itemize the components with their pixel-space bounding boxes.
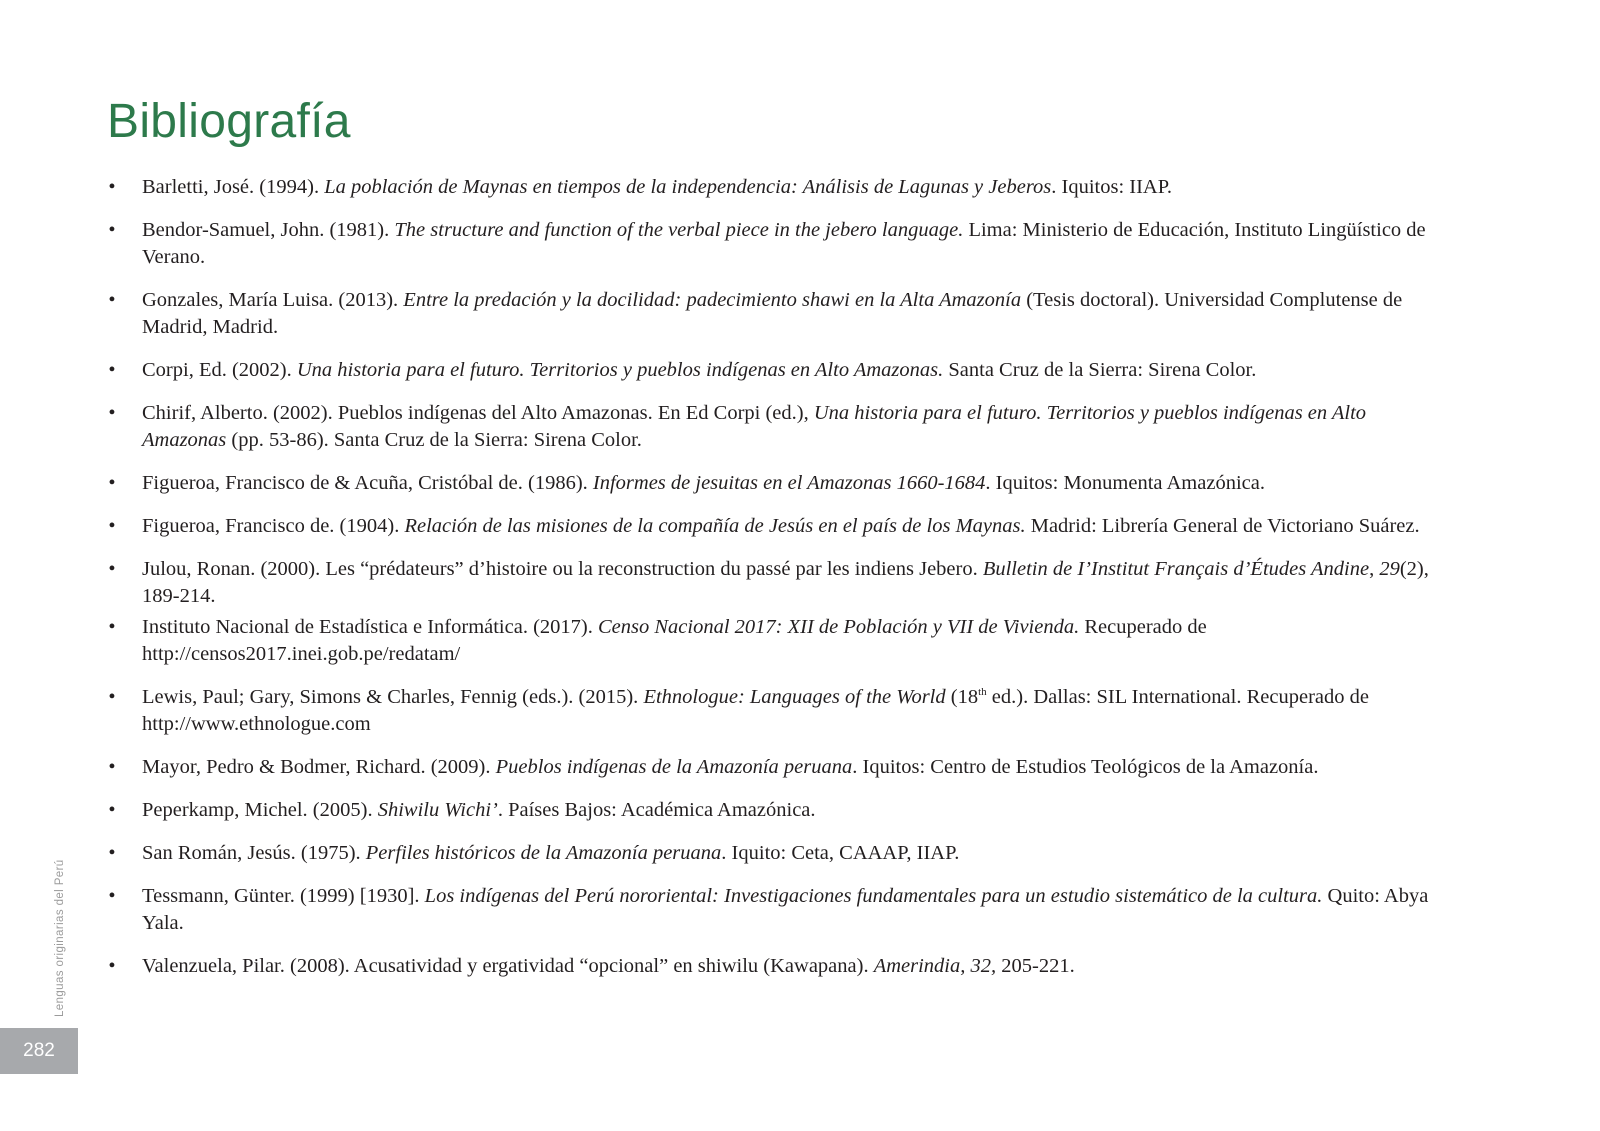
bullet-icon: • (108, 219, 116, 241)
bibliography-entry (106, 797, 1446, 824)
bullet-icon: • (108, 359, 116, 381)
entry-author: Corpi, Ed. (2002). (142, 359, 297, 381)
entry-title: Entre la predación y la docilidad: padecimiento shawi en la Alta Amazonía (403, 289, 1022, 311)
entry-title: Censo Nacional 2017: XII de Población y VII de Vivienda. (597, 616, 1080, 638)
entry-title: Una historia para el futuro. Territorios y pueblos indígenas en Alto Amazonas (142, 402, 1367, 451)
entry-title: Pueblos indígenas de la Amazonía peruana (495, 756, 853, 778)
entry-pages: (2), 189-214. (142, 558, 1429, 607)
bullet-icon: • (108, 558, 116, 580)
bullet-icon: • (108, 955, 116, 977)
entry-title: Perfiles históricos de la Amazonía peruana (365, 842, 722, 864)
entry-publisher: . Iquitos: Centro de Estudios Teológicos de la Amazonía. (852, 756, 1319, 778)
bibliography-entry (106, 684, 1446, 738)
entry-title: The structure and function of the verbal piece in the jebero language. (394, 219, 964, 241)
entry-edition: (18 (945, 686, 979, 708)
entry-publisher: Santa Cruz de la Sierra: Sirena Color. (943, 359, 1257, 381)
bibliography-entry (106, 174, 1446, 201)
bibliography-entry (106, 217, 1446, 271)
entry-author: Peperkamp, Michel. (2005). (142, 799, 378, 821)
entry-publisher: . Iquitos: Monumenta Amazónica. (985, 472, 1265, 494)
bibliography-entry (106, 287, 1446, 341)
entry-volume: 29 (1379, 558, 1400, 580)
bibliography-entry (106, 513, 1446, 540)
bibliography-entry (106, 754, 1446, 781)
entry-publisher: ed.). Dallas: SIL International. Recuperado de http://www.ethnologue.com (142, 686, 1369, 735)
entry-title: Informes de jesuitas en el Amazonas 1660-1684 (592, 472, 986, 494)
bullet-icon: • (108, 756, 116, 778)
entry-author: San Román, Jesús. (1975). (142, 842, 366, 864)
entry-title: Relación de las misiones de la compañía de Jesús en el país de los Maynas. (404, 515, 1026, 537)
entry-separator: , (1369, 558, 1380, 580)
bibliography-entry (106, 953, 1446, 980)
entry-publisher: . Iquitos: IIAP. (1051, 176, 1172, 198)
entry-publisher: Quito: Abya Yala. (142, 885, 1429, 934)
entry-author: Instituto Nacional de Estadística e Informática. (2017). (142, 616, 598, 638)
bullet-icon: • (108, 885, 116, 907)
bullet-icon: • (108, 616, 116, 638)
entry-publisher: (pp. 53-86). Santa Cruz de la Sierra: Sirena Color. (226, 429, 642, 451)
entry-title: La población de Maynas en tiempos de la independencia: Análisis de Lagunas y Jeberos (324, 176, 1052, 198)
entry-title: Los indígenas del Perú nororiental: Investigaciones fundamentales para un estudio sistemático de la cultura. (424, 885, 1323, 907)
entry-publisher: . Iquito: Ceta, CAAAP, IIAP. (721, 842, 960, 864)
entry-publisher: . Países Bajos: Académica Amazónica. (497, 799, 816, 821)
bullet-icon: • (108, 686, 116, 708)
page-title: Bibliografía (107, 95, 351, 148)
entry-title: Shiwilu Wichi’ (377, 799, 498, 821)
entry-publisher: Recuperado de http://censos2017.inei.gob.pe/redatam/ (142, 616, 1207, 665)
entry-author: Figueroa, Francisco de & Acuña, Cristóbal de. (1986). (142, 472, 593, 494)
bullet-icon: • (108, 289, 116, 311)
entry-author: Gonzales, María Luisa. (2013). (142, 289, 404, 311)
entry-author: Figueroa, Francisco de. (1904). (142, 515, 405, 537)
entry-author: Barletti, José. (1994). (142, 176, 325, 198)
entry-author: Lewis, Paul; Gary, Simons & Charles, Fennig (eds.). (2015). (142, 686, 644, 708)
bullet-icon: • (108, 402, 116, 424)
bibliography-list (106, 174, 1446, 996)
entry-publisher: (Tesis doctoral). Universidad Complutense de Madrid, Madrid. (142, 289, 1403, 338)
entry-author: Tessmann, Günter. (1999) [1930]. (142, 885, 425, 907)
page-number: 282 (0, 1028, 78, 1074)
entry-title: Ethnologue: Languages of the World (643, 686, 946, 708)
entry-author: Mayor, Pedro & Bodmer, Richard. (2009). (142, 756, 496, 778)
book-title-side-label: Lenguas originarias del Perú (54, 859, 66, 1017)
bullet-icon: • (108, 799, 116, 821)
entry-author: Chirif, Alberto. (2002). Pueblos indígenas del Alto Amazonas. En Ed Corpi (ed.), (142, 402, 814, 424)
bullet-icon: • (108, 515, 116, 537)
bibliography-entry (106, 840, 1446, 867)
bibliography-entry (106, 614, 1446, 668)
entry-title: Una historia para el futuro. Territorios y pueblos indígenas en Alto Amazonas. (296, 359, 944, 381)
bullet-icon: • (108, 176, 116, 198)
entry-author: Bendor-Samuel, John. (1981). (142, 219, 395, 241)
bibliography-entry (106, 470, 1446, 497)
bibliography-entry (106, 357, 1446, 384)
entry-author: Julou, Ronan. (2000). Les “prédateurs” d’histoire ou la reconstruction du passé par les indiens Jebero. (142, 558, 983, 580)
entry-edition-superscript: th (978, 686, 987, 699)
bullet-icon: • (108, 472, 116, 494)
entry-author: Valenzuela, Pilar. (2008). Acusatividad y ergatividad “opcional” en shiwilu (Kawapana). (142, 955, 874, 977)
bullet-icon: • (108, 842, 116, 864)
entry-publisher: 205-221. (996, 955, 1075, 977)
bibliography-entry (106, 556, 1446, 610)
bibliography-entry (106, 400, 1446, 454)
entry-title: Bulletin de I’Institut Français d’Études Andine (982, 558, 1370, 580)
entry-publisher: Lima: Ministerio de Educación, Instituto Lingüístico de Verano. (142, 219, 1426, 268)
bibliography-entry (106, 883, 1446, 937)
entry-publisher: Madrid: Librería General de Victoriano Suárez. (1025, 515, 1420, 537)
entry-title: Amerindia, 32, (873, 955, 997, 977)
